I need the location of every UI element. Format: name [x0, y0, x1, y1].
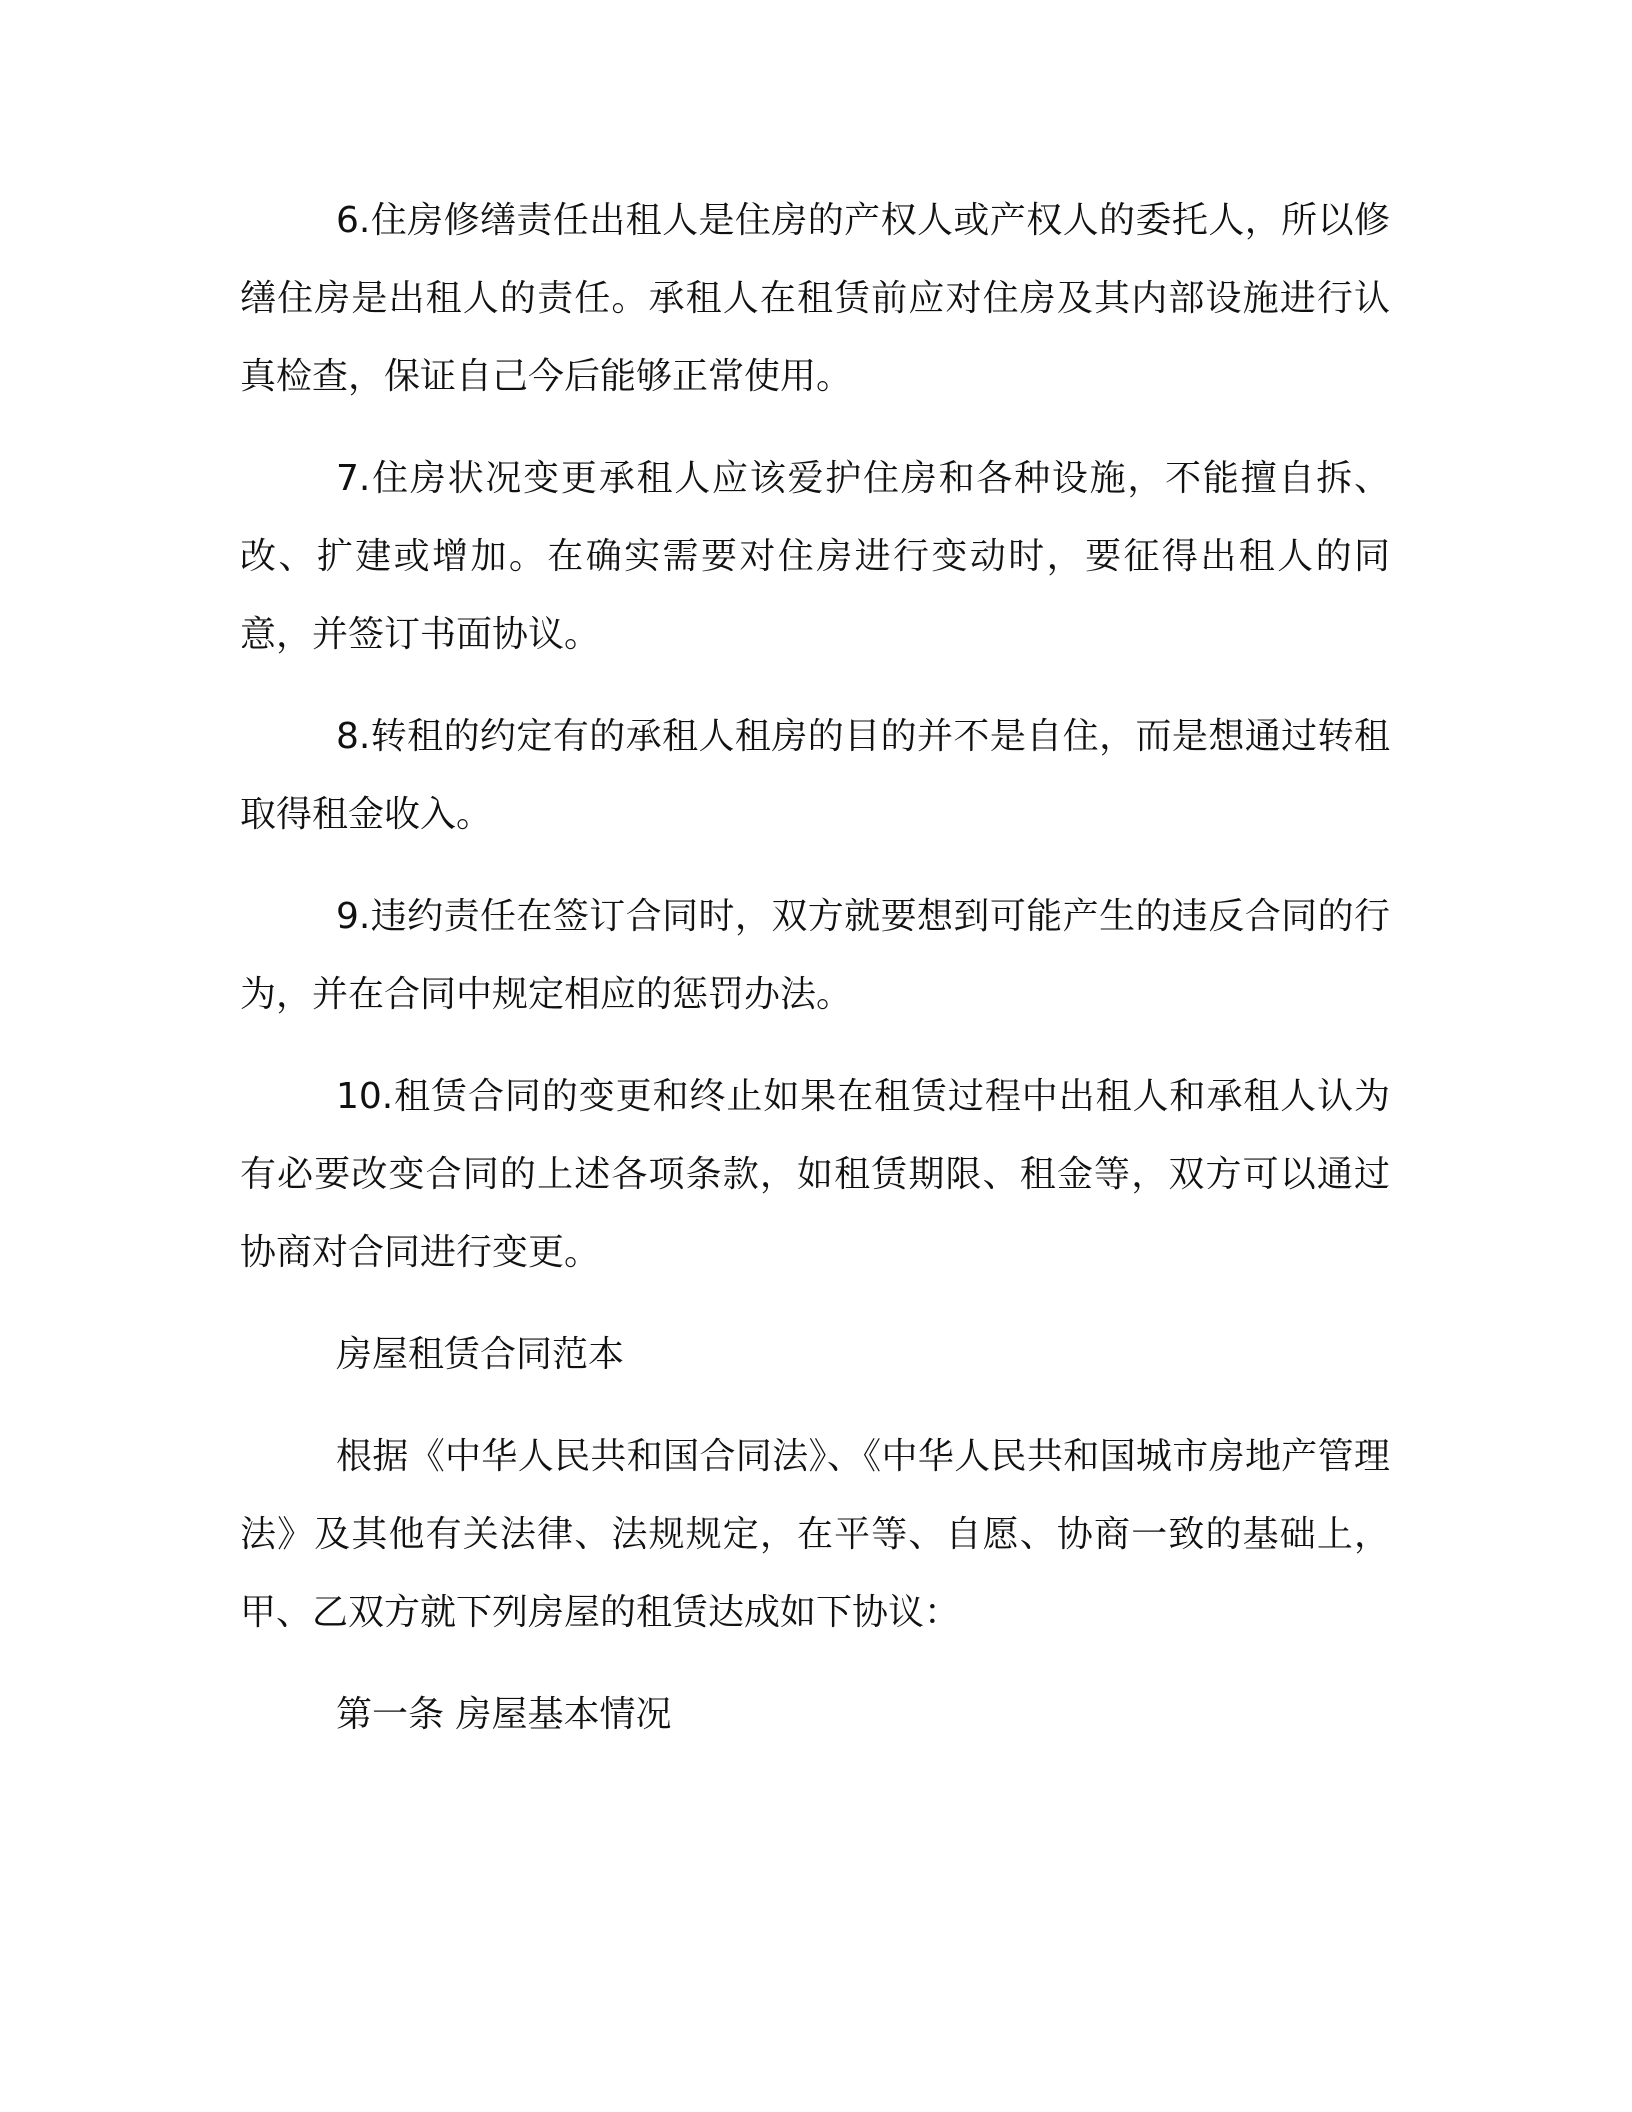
- paragraph-legal-basis: 根据《中华人民共和国合同法》、《中华人民共和国城市房地产管理法》及其他有关法律、法规规定，在平等、自愿、协商一致的基础上，甲、乙双方就下列房屋的租赁达成如下协议：: [240, 1436, 1390, 1633]
- paragraph-repair-responsibility: 6.住房修缮责任出租人是住房的产权人或产权人的委托人，所以修缮住房是出租人的责任。承租人在租赁前应对住房及其内部设施进行认真检查，保证自己今后能够正常使用。: [240, 200, 1390, 397]
- paragraph-sublease: 8.转租的约定有的承租人租房的目的并不是自住，而是想通过转租取得租金收入。: [240, 716, 1390, 835]
- paragraph-contract-change: 10.租赁合同的变更和终止如果在租赁过程中出租人和承租人认为有必要改变合同的上述各项条款，如租赁期限、租金等，双方可以通过协商对合同进行变更。: [240, 1076, 1390, 1273]
- document-body: [240, 182, 1390, 1778]
- article-one-heading: 第一条 房屋基本情况: [336, 1694, 672, 1735]
- contract-template-title: 房屋租赁合同范本: [336, 1334, 625, 1375]
- paragraph-housing-change: 7.住房状况变更承租人应该爱护住房和各种设施，不能擅自拆、改、扩建或增加。在确实需要对住房进行变动时，要征得出租人的同意，并签订书面协议。: [240, 458, 1390, 655]
- paragraph-breach-liability: 9.违约责任在签订合同时，双方就要想到可能产生的违反合同的行为，并在合同中规定相应的惩罚办法。: [240, 896, 1390, 1015]
